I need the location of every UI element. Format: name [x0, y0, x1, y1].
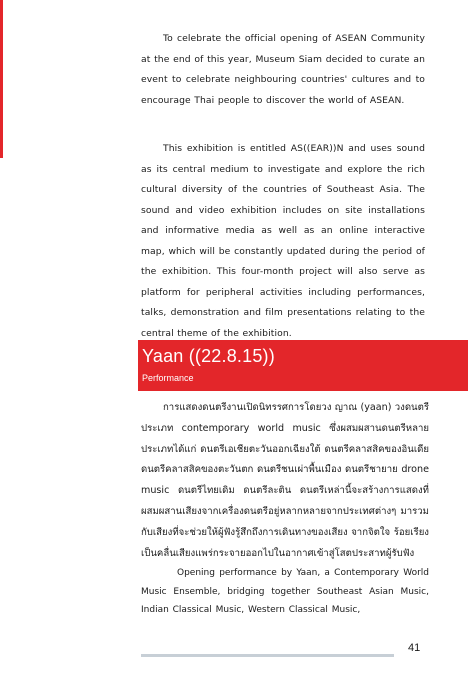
page-number: 41 [408, 642, 421, 654]
exhibition-paragraph: This exhibition is entitled AS((EAR))N and uses sound as its central medium to investigate and explore the rich cultural diversity of the countries of Southeast Asia. The sound and video exhibition includes on site installations and informative media as well as an online interactive map, which will be constantly updated during the period of the exhibition. This four-month project will also serve as platform for peripheral activities including performances, talks, demonstration and film presentations relating to the central theme of the exhibition. [141, 143, 425, 339]
section-banner [138, 340, 468, 391]
intro-paragraph: To celebrate the official opening of ASEAN Community at the end of this year, Museum Siam decided to curate an event to celebrate neighbouring countries' cultures and to encourage Thai people to discover the world of ASEAN. [141, 33, 425, 106]
footer-rule [141, 654, 394, 657]
performance-paragraph: Opening performance by Yaan, a Contemporary World Music Ensemble, bridging together Southeast Asian Music, Indian Classical Music, Western Classical Music, [141, 568, 429, 615]
section-subtitle: Performance [142, 373, 194, 383]
thai-paragraph: การแสดงดนตรีงานเปิดนิทรรศการโดยวง ญาณ (yaan) วงดนตรีประเภท contemporary world music ซึ่งผสมผสานดนตรีหลายประเภทได้แก่ ดนตรีเอเชียตะวันออกเฉียงใต้ ดนตรีคลาสสิคของอินเดีย ดนตรีคลาสสิคของตะวันตก ดนตรีชนเผ่าพื้นเมือง ดนตรีชายาย drone music ดนตรีไทยเดิม ดนตรีละติน ดนตรีเหล่านี้จะสร้างการแสดงที่ผสมผสานเสียงจากเครื่องดนตรีอยู่หลากหลายจากประเทศต่างๆ มารวมกับเสียงที่จะช่วยให้ผู้ฟังรู้สึกถึงการเดินทางของเสียง จากจิตใจ ร้อยเรียงเป็นคลื่นเสียงแพร่กระจายออกไปในอากาศเข้าสู่โสตประสาทผู้รับฟัง [141, 402, 429, 559]
section-title: Yaan ((22.8.15)) [142, 346, 275, 366]
edge-accent-bar [0, 0, 3, 158]
